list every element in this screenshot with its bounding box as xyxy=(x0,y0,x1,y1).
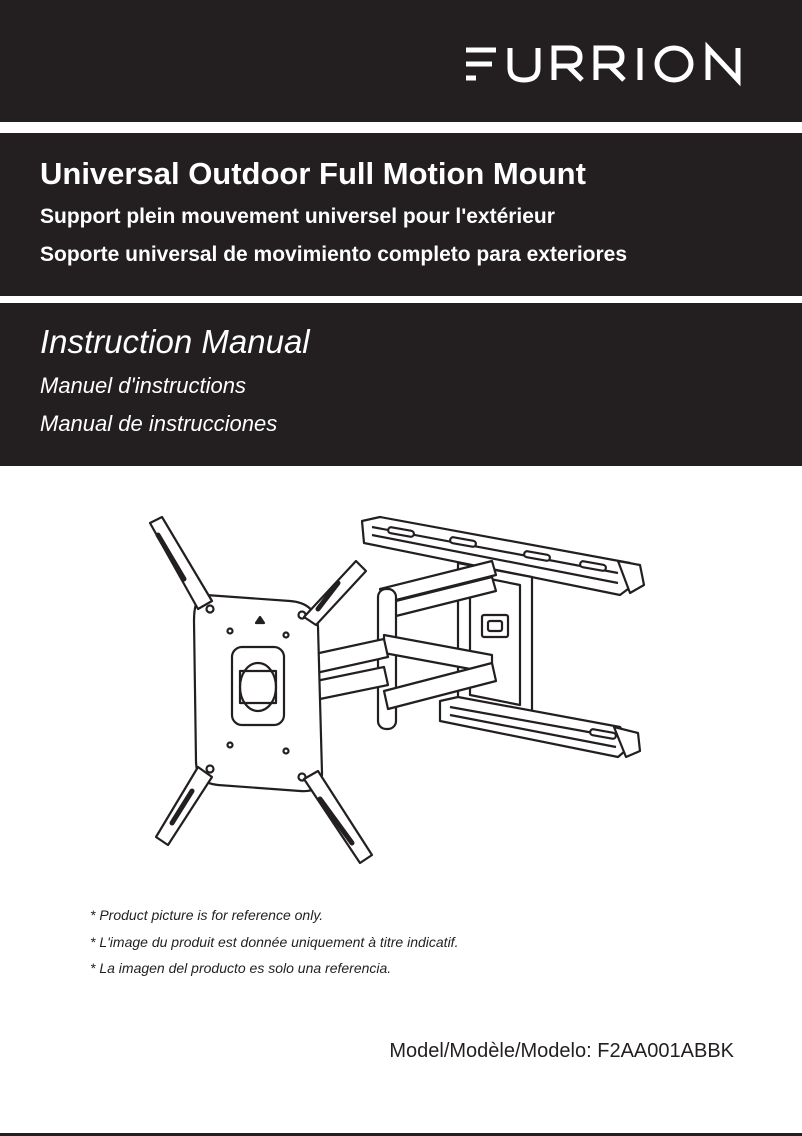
manual-title-fr: Manuel d'instructions xyxy=(40,373,246,398)
disclaimer-es: * La imagen del producto es solo una referencia. xyxy=(90,960,392,976)
tv-mount-illustration xyxy=(140,505,660,885)
furrion-logo xyxy=(462,36,762,96)
model-number xyxy=(389,1040,734,1063)
disclaimer-en: * Product picture is for reference only. xyxy=(90,907,324,923)
model-label: Model/Modèle/Modelo: xyxy=(389,1040,592,1062)
product-title-en: Universal Outdoor Full Motion Mount xyxy=(40,156,586,191)
product-title-fr: Support plein mouvement universel pour l'extérieur xyxy=(40,205,555,228)
model-value: F2AA001ABBK xyxy=(597,1040,734,1062)
product-title-es: Soporte universal de movimiento completo para exteriores xyxy=(40,243,628,266)
manual-title-es: Manual de instrucciones xyxy=(40,411,278,436)
disclaimer-fr: * L'image du produit est donnée uniquement à titre indicatif. xyxy=(90,934,459,950)
manual-title-en: Instruction Manual xyxy=(40,323,310,360)
